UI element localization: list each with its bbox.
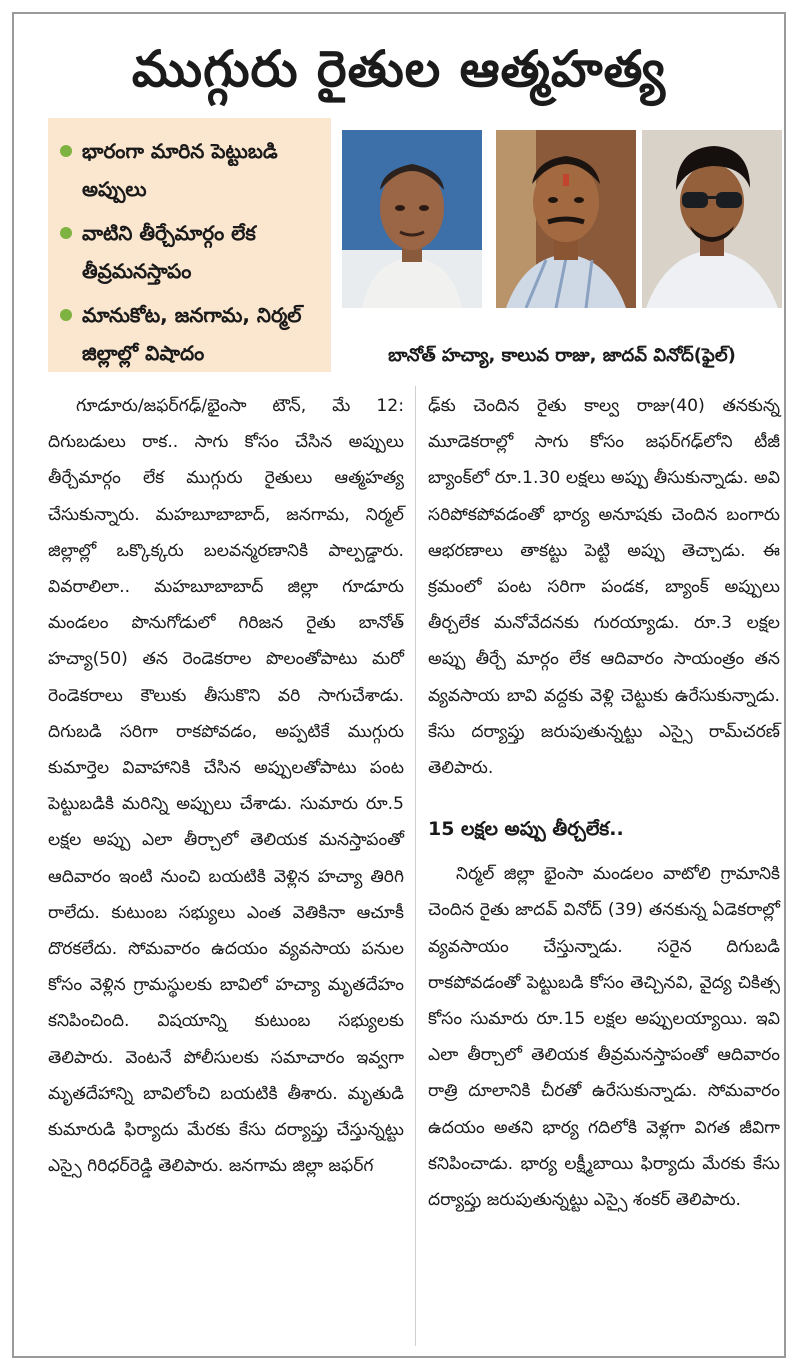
highlight-item bbox=[60, 296, 323, 372]
victim-photo-3 bbox=[642, 130, 782, 308]
article-column-right bbox=[428, 388, 780, 1218]
highlight-text: మానుకోట, జనగామ, నిర్మల్ జిల్లాల్లో విషాదం bbox=[82, 303, 302, 365]
article-paragraph: ఢ్‌కు చెందిన రైతు కాల్వ రాజు(40) తనకున్న మూడెకరాల్లో సాగు కోసం జఫర్‌గఢ్‌లోని టీజీ బ్యాంక్‌లో రూ.1.30 లక్షలు అప్పు తీసుకున్నాడు. అవి సరిపోకపోవడంతో భార్య అనూషకు చెందిన బంగారు ఆభరణాలు తాకట్టు పెట్టి అప్పు తెచ్చాడు. ఈ క్రమంలో పంట సరిగా పండక, బ్యాంక్ అప్పులు తీర్చలేక మనోవేదనకు గురయ్యాడు. రూ.3 లక్షల అప్పు తీర్చే మార్గం లేక ఆదివారం సాయంత్రం తన వ్యవసాయ బావి వద్దకు వెళ్లి చెట్టుకు ఉరేసుకున్నాడు. కేసు దర్యాప్తు జరుపుతున్నట్టు ఎస్సై రామ్‌చరణ్ తెలిపారు. bbox=[428, 396, 780, 779]
highlight-text: వాటిని తీర్చేమార్గం లేక తీవ్రమనస్తాపం bbox=[82, 221, 256, 283]
article-headline: ముగ్గురు రైతుల ఆత్మహత్య bbox=[131, 40, 667, 98]
photo-caption: బానోత్ హచ్యా, కాలువ రాజు, జాదవ్ వినోద్(ఫైల్) bbox=[388, 345, 736, 366]
bullet-dot-icon bbox=[60, 145, 72, 157]
bullet-dot-icon bbox=[60, 309, 72, 321]
article-paragraph: గూడూరు/జఫర్‌గఢ్/భైంసా టౌన్, మే 12: దిగుబడులు రాక.. సాగు కోసం చేసిన అప్పులు తీర్చేమార్గం లేక ముగ్గురు రైతులు ఆత్మహత్య చేసుకున్నారు. మహబూబాబాద్, జనగామ, నిర్మల్ జిల్లాల్లో ఒక్కొక్కరు బలవన్మరణానికి పాల్పడ్డారు. వివరాలిలా.. మహబూబాబాద్ జిల్లా గూడూరు మండలం పొనుగోడులో గిరిజన రైతు బానోత్ హచ్యా(50) తన రెండెకరాల పొలంతోపాటు మరో రెండెకరాలు కౌలుకు తీసుకొని వరి సాగుచేశాడు. దిగుబడి సరిగా రాకపోవడం, అప్పటికే ముగ్గురు కుమార్తెల వివాహానికి చేసిన అప్పులతోపాటు పంట పెట్టుబడికి మరిన్ని అప్పులు చేశాడు. సుమారు రూ.5 లక్షల అప్పు ఎలా తీర్చాలో తెలియక మనస్తాపంతో ఆదివారం ఇంటి నుంచి బయటికి వెళ్లిన హచ్యా తిరిగి రాలేదు. కుటుంబ సభ్యులు ఎంత వెతికినా ఆచూకీ దొరకలేదు. సోమవారం ఉదయం వ్యవసాయ పనుల కోసం వెళ్లిన గ్రామస్థులకు బావిలో హచ్యా మృతదేహం కనిపించింది. విషయాన్ని కుటుంబ సభ్యులకు తెలిపారు. వెంటనే పోలీసులకు సమాచారం ఇవ్వగా మృతదేహాన్ని బావిలోంచి బయటికి తీశారు. మృతుడి కుమారుడి ఫిర్యాదు మేరకు కేసు దర్యాప్తు చేస్తున్నట్టు ఎస్సై గిరిధర్‌రెడ్డి తెలిపారు. జనగామ జిల్లా జఫర్‌గ bbox=[48, 396, 404, 1177]
column-divider bbox=[415, 386, 416, 1346]
highlights-box bbox=[48, 118, 331, 372]
news-article bbox=[12, 12, 786, 1358]
article-paragraph: నిర్మల్ జిల్లా భైంసా మండలం వాటోలి గ్రామానికి చెందిన రైతు జాదవ్ వినోద్ (39) తనకున్న ఏడెకరాల్లో వ్యవసాయం చేస్తున్నాడు. సరైన దిగుబడి రాకపోవడంతో పెట్టుబడి కోసం తెచ్చినవి, వైద్య చికిత్స కోసం సుమారు రూ.15 లక్షల అప్పులయ్యాయి. ఇవి ఎలా తీర్చాలో తెలియక తీవ్రమనస్తాపంతో ఆదివారం రాత్రి దూలానికి చీరతో ఉరేసుకున్నాడు. సోమవారం ఉదయం అతని భార్య గదిలోకి వెళ్లగా విగత జీవిగా కనిపించాడు. భార్య లక్ష్మీబాయి ఫిర్యాదు మేరకు కేసు దర్యాప్తు జరుపుతున్నట్టు ఎస్సై శంకర్ తెలిపారు. bbox=[428, 864, 780, 1211]
bullet-dot-icon bbox=[60, 227, 72, 239]
victim-photos bbox=[342, 130, 782, 308]
article-column-left bbox=[48, 388, 404, 1184]
highlight-text: భారంగా మారిన పెట్టుబడి అప్పులు bbox=[82, 139, 278, 201]
highlight-item bbox=[60, 132, 323, 208]
article-subheading: 15 లక్షల అప్పు తీర్చలేక.. bbox=[428, 818, 624, 841]
victim-photo-2 bbox=[496, 130, 636, 308]
victim-photo-1 bbox=[342, 130, 482, 308]
highlight-item bbox=[60, 214, 323, 290]
